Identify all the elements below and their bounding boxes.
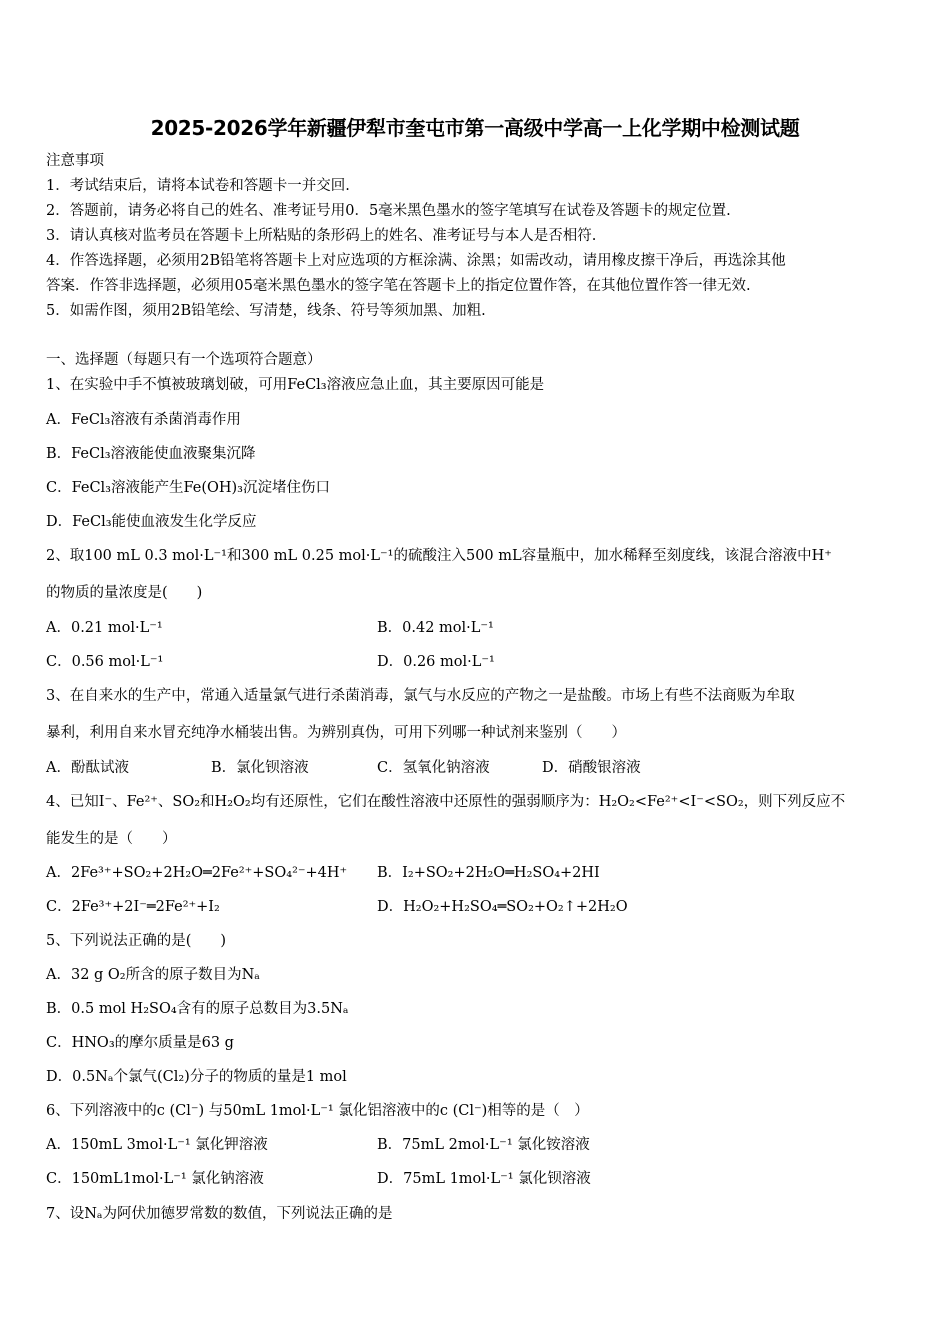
q6-option-c: C．150mL1mol·L⁻¹ 氯化钠溶液 xyxy=(46,1171,264,1187)
q3-option-d: D．硝酸银溶液 xyxy=(542,760,641,776)
question-4-stem: 4、已知I⁻、Fe²⁺、SO₂和H₂O₂均有还原性，它们在酸性溶液中还原性的强弱顺序为：H₂O₂<Fe²⁺<I⁻<SO₂，则下列反应不 xyxy=(46,794,846,810)
question-7-stem: 7、设Nₐ为阿伏加德罗常数的数值，下列说法正确的是 xyxy=(46,1206,393,1222)
notice-item: 4．作答选择题，必须用2B铅笔将答题卡上对应选项的方框涂满、涂黑；如需改动，请用橡皮擦干净后，再选涂其他 xyxy=(46,253,786,269)
q2-option-c: C．0.56 mol·L⁻¹ xyxy=(46,654,164,670)
q1-option-c: C．FeCl₃溶液能产生Fe(OH)₃沉淀堵住伤口 xyxy=(46,480,330,496)
q5-option-d: D．0.5Nₐ个氯气(Cl₂)分子的物质的量是1 mol xyxy=(46,1069,347,1085)
q5-option-a: A．32 g O₂所含的原子数目为Nₐ xyxy=(46,967,260,983)
q3-option-a: A．酚酞试液 xyxy=(46,760,129,776)
question-3-stem: 3、在自来水的生产中，常通入适量氯气进行杀菌消毒，氯气与水反应的产物之一是盐酸。市场上有些不法商贩为牟取 xyxy=(46,688,795,704)
notice-item: 1．考试结束后，请将本试卷和答题卡一并交回. xyxy=(46,178,350,194)
notice-item: 5．如需作图，须用2B铅笔绘、写清楚，线条、符号等须加黑、加粗. xyxy=(46,303,486,319)
q4-option-c: C．2Fe³⁺+2I⁻═2Fe²⁺+I₂ xyxy=(46,899,220,915)
q2-option-b: B．0.42 mol·L⁻¹ xyxy=(377,620,494,636)
q6-option-d: D．75mL 1mol·L⁻¹ 氯化钡溶液 xyxy=(377,1171,591,1187)
q4-option-b: B．I₂+SO₂+2H₂O═H₂SO₄+2HI xyxy=(377,865,600,881)
q6-option-a: A．150mL 3mol·L⁻¹ 氯化钾溶液 xyxy=(46,1137,268,1153)
q1-option-d: D．FeCl₃能使血液发生化学反应 xyxy=(46,514,257,530)
q1-option-b: B．FeCl₃溶液能使血液聚集沉降 xyxy=(46,446,256,462)
q4-option-a: A．2Fe³⁺+SO₂+2H₂O═2Fe²⁺+SO₄²⁻+4H⁺ xyxy=(46,865,348,881)
notice-item: 答案．作答非选择题，必须用05毫米黑色墨水的签字笔在答题卡上的指定位置作答，在其他位置作答一律无效. xyxy=(46,278,751,294)
page-title: 2025-2026学年新疆伊犁市奎屯市第一高级中学高一上化学期中检测试题 xyxy=(150,116,800,140)
notice-heading: 注意事项 xyxy=(46,153,104,169)
q2-option-a: A．0.21 mol·L⁻¹ xyxy=(46,620,163,636)
q4-option-d: D．H₂O₂+H₂SO₄═SO₂+O₂↑+2H₂O xyxy=(377,899,628,915)
question-4-stem-cont: 能发生的是（ ） xyxy=(46,831,177,847)
notice-item: 2．答题前，请务必将自己的姓名、准考证号用0．5毫米黑色墨水的签字笔填写在试卷及答题卡的规定位置. xyxy=(46,203,731,219)
q2-option-d: D．0.26 mol·L⁻¹ xyxy=(377,654,495,670)
q1-option-a: A．FeCl₃溶液有杀菌消毒作用 xyxy=(46,412,241,428)
q3-option-c: C．氢氧化钠溶液 xyxy=(377,760,490,776)
question-5-stem: 5、下列说法正确的是( ) xyxy=(46,933,227,949)
question-3-stem-cont: 暴利，利用自来水冒充纯净水桶装出售。为辨别真伪，可用下列哪一种试剂来鉴别（ ） xyxy=(46,725,626,741)
question-2-stem-cont: 的物质的量浓度是( ) xyxy=(46,585,203,601)
q3-option-b: B．氯化钡溶液 xyxy=(211,760,309,776)
section-heading: 一、选择题（每题只有一个选项符合题意） xyxy=(46,352,322,368)
question-6-stem: 6、下列溶液中的c (Cl⁻) 与50mL 1mol·L⁻¹ 氯化铝溶液中的c (Cl⁻)相等的是（ ） xyxy=(46,1103,589,1119)
question-1-stem: 1、在实验中手不慎被玻璃划破，可用FeCl₃溶液应急止血，其主要原因可能是 xyxy=(46,377,545,393)
question-2-stem: 2、取100 mL 0.3 mol·L⁻¹和300 mL 0.25 mol·L⁻¹的硫酸注入500 mL容量瓶中，加水稀释至刻度线，该混合溶液中H⁺ xyxy=(46,548,832,564)
q5-option-b: B．0.5 mol H₂SO₄含有的原子总数目为3.5Nₐ xyxy=(46,1001,349,1017)
q6-option-b: B．75mL 2mol·L⁻¹ 氯化铵溶液 xyxy=(377,1137,590,1153)
notice-item: 3．请认真核对监考员在答题卡上所粘贴的条形码上的姓名、准考证号与本人是否相符. xyxy=(46,228,597,244)
q5-option-c: C．HNO₃的摩尔质量是63 g xyxy=(46,1035,234,1051)
